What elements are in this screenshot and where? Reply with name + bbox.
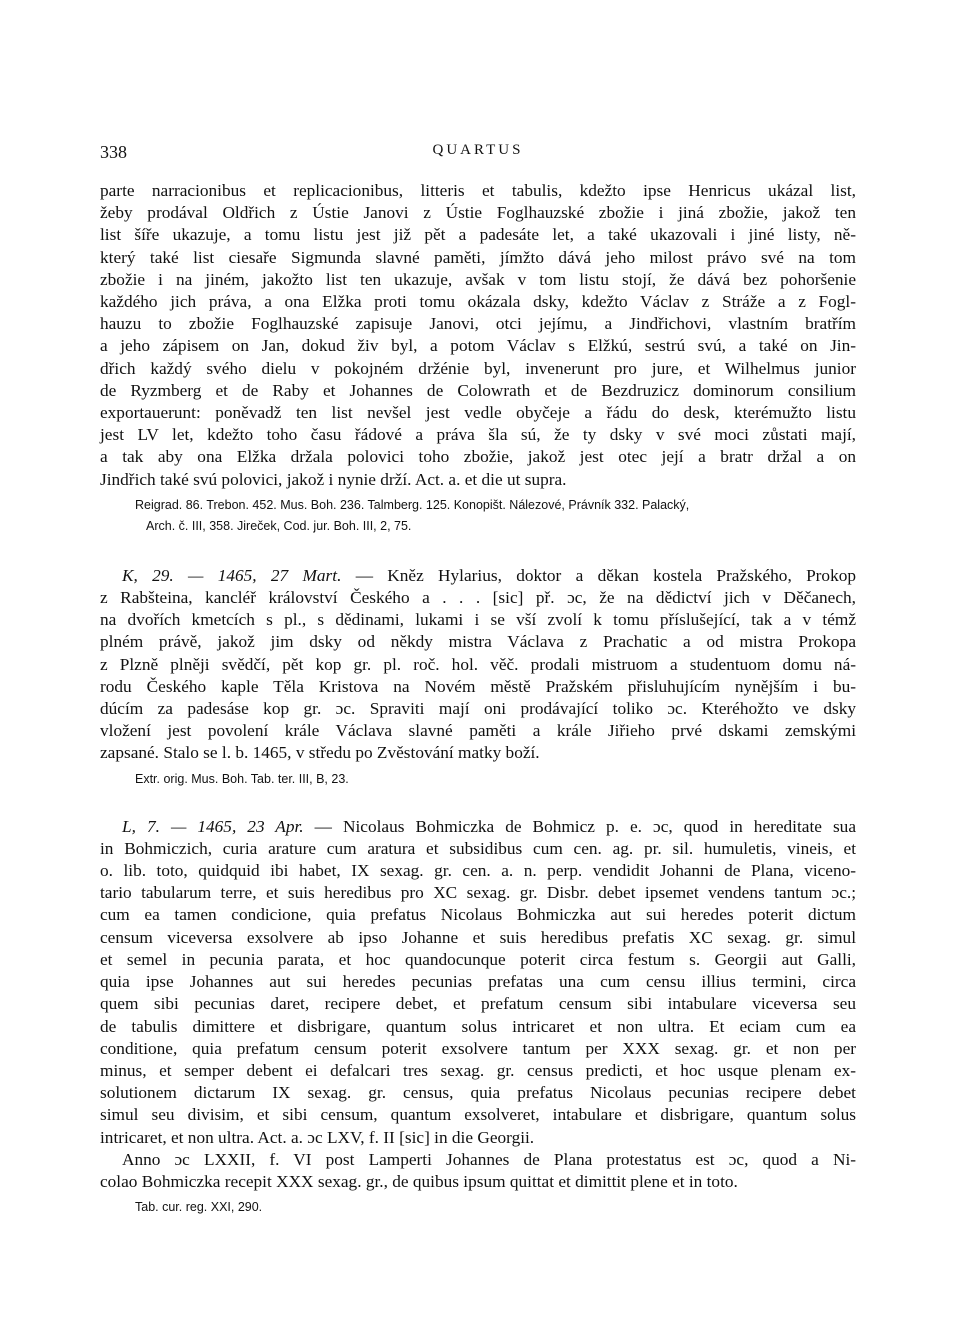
text-line: cum ea tamen condicione, quia prefatus Nicolaus Bohmiczka aut sui heredes poterit dictum (100, 905, 856, 925)
text-line: na dvořích kmetcích s pl., s dědinami, lukami i se vší zvolí k tomu příslušející, tak a v témž (100, 610, 856, 630)
text-line: z Plzně plněji svědčí, pět kop gr. pl. roč. hol. věč. prodali mistruom a studentuom domu ná- (100, 654, 856, 674)
text-line: solutionem dictarum IX sexag. gr. census, quia prefatus Nicolaus pecunias recipere debet (100, 1083, 856, 1103)
text-line: exportauerunt: poněvadž ten list nevšel jest vedle obyčeje a řádu do desk, kterémužto listu (100, 403, 856, 423)
text-line: quem sibi pecunias daret, recipere debet, et prefatum censum sibi intabulare viceversa seu (100, 994, 856, 1014)
text-line: každého jich práva, a ona Elžka proti tomu okázala dsky, kdežto Václav z Stráže a z Fogl- (100, 292, 856, 312)
text-line: a tak aby ona Elžka držala polovici toho zbožie, jakož jest otec její a bratr držal a on (100, 447, 856, 467)
text-line: K, 29. — 1465, 27 Mart. — Kněz Hylarius, doktor a děkan kostela Pražského, Prokop (122, 565, 856, 585)
text-line: de tabulis dimittere et disbrigare, quantum solus intricaret et non ultra. Et eciam cum ea (100, 1016, 856, 1036)
text-line: žeby prodával Oldřich z Ústie Janovi z Ústie Foglhauzské zbožie i jiná zbožie, jakož ten (100, 203, 856, 223)
entry-k29 (100, 565, 856, 765)
text-line: zbožie i na jiném, jakožto list ten ukazuje, avšak v tom listu stojí, že dává bez pohoršenie (100, 269, 856, 289)
text-line: a jeho zápisem on Jan, dokud živ byl, a potom Václav s Elžkú, sestrú svú, a také on Jin- (100, 336, 856, 356)
source-citation (100, 495, 856, 537)
text-line: Jindřich také svú polovici, jakož i nynie drží. Act. a. et die ut supra. (100, 469, 567, 489)
text-line: L, 7. — 1465, 23 Apr. — Nicolaus Bohmiczka de Bohmicz p. e. ɔc, quod in hereditate sua (122, 816, 856, 836)
source-line: Reigrad. 86. Trebon. 452. Mus. Boh. 236. Talmberg. 125. Konopišt. Nálezové, Právník 332. Palacký, (135, 497, 690, 512)
source-citation (100, 1197, 856, 1218)
running-head: QUARTUS (432, 142, 524, 158)
text-line: jest LV let, kdežto toho času řádové a práva šla sú, že ty dsky v své moci zůstati mají, (100, 425, 856, 445)
text-line: et semel in pecunia parata, et hoc quandocunque poterit circa festum s. Georgii aut Galli, (100, 949, 856, 969)
text-line: hauzu to zbožie Foglhauzské zapisuje Janovi, otci jejímu, a Jindřichovi, vlastním bratřím (100, 314, 856, 334)
text-line: simul seu divisim, et sibi censum, quantum exsolveret, intabulare et disbrigare, quantum solus (100, 1105, 856, 1125)
text-line: dřich každý svého dielu v pokojném držénie byl, invenerunt pro jure, et Wilhelmus junior (100, 358, 856, 378)
source-line: Arch. č. III, 358. Jireček, Cod. jur. Boh. III, 2, 75. (146, 518, 412, 533)
text-line: tario tabularum terre, et suis heredibus pro XC sexag. gr. Disbr. debet ipsemet vendens tantum ɔc.; (100, 883, 856, 903)
entry-continued-text (100, 180, 856, 491)
entry-heading: K, 29. — 1465, 27 Mart. (122, 565, 342, 585)
text-line: plném právě, jakož jim dsky od někdy mistra Václava z Prachatic a od mistra Prokopa (100, 632, 856, 652)
text-line: dúcím za padesáse kop gr. ɔc. Spraviti mají oni prodávající toliko ɔc. Kteréhožto ve dsky (100, 699, 856, 719)
text-line: o. lib. toto, quidquid ibi habet, IX sexag. gr. cen. a. n. perp. vendidit Johanni de Plana, viceno- (100, 861, 856, 881)
note-line: Anno ɔc LXXII, f. VI post Lamperti Johannes de Plana protestatus est ɔc, quod a Ni- (122, 1149, 856, 1169)
text-line: z Rabšteina, kancléř království Českého a . . . [sic] př. ɔc, že na dědictví jich v Děčanech, (100, 588, 856, 608)
text-line: de Ryzmberg et de Raby et Johannes de Colowrath et de Bezdruzicz dominorum consilium (100, 380, 856, 400)
text-line: list šíře ukazuje, a tomu listu jest již pět a padesáte let, a také ukazovali i jiné listy, ně- (100, 225, 856, 245)
text-line: conditione, quia prefatum censum poterit exsolvere tantum per XXX sexag. gr. et non per (100, 1038, 856, 1058)
note-line: colao Bohmiczka recepit XXX sexag. gr., de quibus ipsum quittat et dimittit plene et in toto. (100, 1171, 738, 1191)
entry-l7 (100, 816, 856, 1193)
text-line: zapsané. Stalo se l. b. 1465, v středu po Zvěstování matky boží. (100, 743, 540, 763)
text-line: parte narracionibus et replicacionibus, litteris et tabulis, kdežto ipse Henricus ukázal list, (100, 181, 856, 200)
text-line: který také list ciesaře Sigmunda slavné paměti, jímžto dává jeho milost právo své na tom (100, 247, 856, 267)
source-line: Extr. orig. Mus. Boh. Tab. ter. III, B, 23. (135, 771, 349, 786)
page-body (100, 180, 856, 1218)
text-line: in Bohmiczich, curia arature cum aratura et subsidibus cum cen. ag. pr. sil. humuletis, vineis, et (100, 838, 856, 858)
text-line: minus, et semper debent ei defalcari tres sexag. gr. census predicti, et hoc usque plenam ex- (100, 1060, 856, 1080)
entry-heading: L, 7. — 1465, 23 Apr. (122, 816, 304, 836)
text-line: intricaret, et non ultra. Act. a. ɔc LXV, f. II [sic] in die Georgii. (100, 1127, 535, 1147)
text-line: vložení jest povolení krále Václava slavné paměti a krále Jiřieho prvé dskami zemskými (100, 721, 856, 741)
text-line: censum viceversa exsolvere ab ipso Johanne et suis heredibus prefatis XC sexag. gr. simul (100, 927, 856, 947)
text-line: rodu Českého kaple Těla Kristova na Novém městě Pražském přisluhujícím nynějším i bu- (100, 676, 856, 696)
page-number: 338 (100, 142, 127, 162)
page-header (100, 138, 856, 168)
text-line: quia ipse Johannes aut sui heredes pecunias prefatas una cum censu illius termini, circa (100, 972, 856, 992)
source-line: Tab. cur. reg. XXI, 290. (135, 1200, 263, 1215)
source-citation (100, 769, 856, 790)
